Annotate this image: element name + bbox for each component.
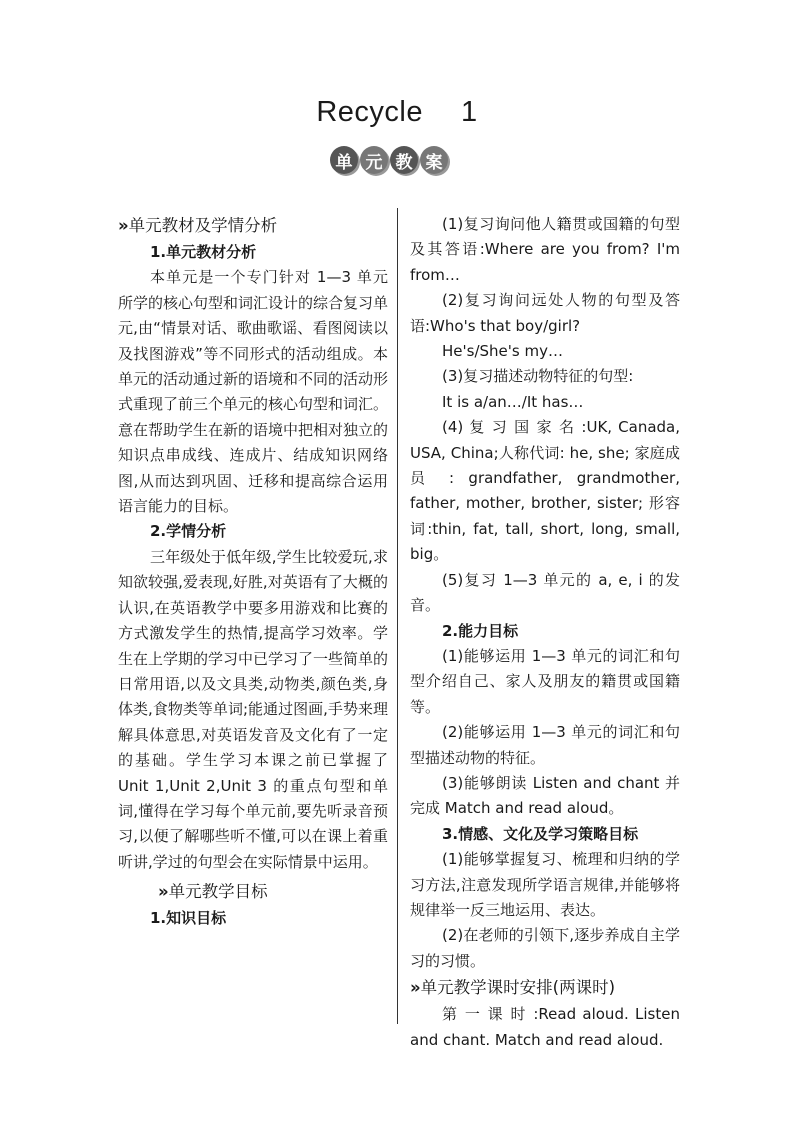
- double-arrow-icon: »: [158, 882, 165, 902]
- paragraph: (2)复习询问远处人物的句型及答语:Who's that boy/girl?: [410, 291, 680, 335]
- column-divider: [397, 208, 398, 1024]
- badge-char: 案: [420, 146, 448, 174]
- paragraph: (3)能够朗读 Listen and chant 并完成 Match and read aloud。: [410, 773, 680, 818]
- paragraph: 本单元是一个专门针对 1—3 单元所学的核心句型和词汇设计的综合复习单元,由“情景对话、歌曲歌谣、看图阅读以及找图游戏”等不同形式的活动组成。本单元的活动通过新的语境和不同的活动形式重现了前三个单元的核心句型和词汇。意在帮助学生在新的语境中把相对独立的知识点串成线、连成片、结成知识网络图,从而达到巩固、迁移和提高综合运用语言能力的目标。: [118, 268, 389, 516]
- paragraph: (3)复习描述动物特征的句型:: [442, 367, 634, 386]
- subheading: 2.能力目标: [442, 621, 519, 640]
- badge-char: 单: [330, 146, 358, 174]
- badge-char: 教: [390, 146, 418, 174]
- left-column: [118, 212, 388, 932]
- section-heading: » 单元教学目标: [158, 882, 268, 902]
- title-word: Recycle: [316, 96, 423, 128]
- paragraph: (2)能够运用 1—3 单元的词汇和句型描述动物的特征。: [410, 723, 680, 767]
- badge-char: 元: [360, 146, 388, 174]
- paragraph: 三年级处于低年级,学生比较爱玩,求知欲较强,爱表现,好胜,对英语有了大概的认识,在英语教学中要多用游戏和比赛的方式激发学生的热情,提高学习效率。学生在上学期的学习中已学习了一些简单的日常用语,以及文具类,动物类,颜色类,身体类,食物类等单词;能通过图画,手势来理解具体意思,对英语发音及文化有了一定的基础。学生学习本课之前已掌握了 Unit 1,Unit 2,Unit 3 的重点句型和单词,懂得在学习每个单元前,要先听录音预习,以便了解哪些听不懂,可以在课上着重听讲,学过的句型会在实际情景中运用。: [118, 547, 389, 871]
- paragraph: It is a/an…/It has…: [442, 392, 584, 411]
- right-column: [410, 212, 680, 1053]
- subheading: 1.知识目标: [150, 909, 227, 928]
- unit-plan-badge: [330, 146, 448, 174]
- section-heading: » 单元教材及学情分析: [118, 216, 278, 235]
- paragraph: (5)复习 1—3 单元的 a, e, i 的发音。: [410, 570, 680, 615]
- title-number: 1: [461, 96, 478, 128]
- double-arrow-icon: »: [118, 216, 125, 235]
- subheading: 3.情感、文化及学习策略目标: [442, 824, 639, 843]
- double-arrow-icon: »: [410, 978, 417, 998]
- paragraph: (4) 复 习 国 家 名 :UK, Canada, USA, China;人称代词: he, she; 家庭成 员 : grandfather, grandmother, father, mother, brother, sister; 形容词:thin, fat, tall, short, long, small, big。: [410, 418, 680, 564]
- paragraph: (2)在老师的引领下,逐步养成自主学习的习惯。: [410, 926, 680, 970]
- paragraph: (1)能够掌握复习、梳理和归纳的学习方法,注意发现所学语言规律,并能够将规律举一反三地运用、表达。: [410, 850, 680, 919]
- page-title: [0, 96, 794, 129]
- paragraph: He's/She's my…: [442, 342, 563, 361]
- paragraph: 第 一 课 时 :Read aloud. Listen and chant. Match and read aloud.: [410, 1005, 680, 1049]
- paragraph: (1)能够运用 1—3 单元的词汇和句型介绍自己、家人及朋友的籍贯或国籍等。: [410, 646, 680, 716]
- section-heading: » 单元教学课时安排(两课时): [410, 978, 616, 998]
- subheading: 2.学情分析: [150, 522, 227, 541]
- paragraph: (1)复习询问他人籍贯或国籍的句型及其答语:Where are you from? I'm from…: [410, 215, 680, 284]
- subheading: 1.单元教材分析: [150, 243, 257, 261]
